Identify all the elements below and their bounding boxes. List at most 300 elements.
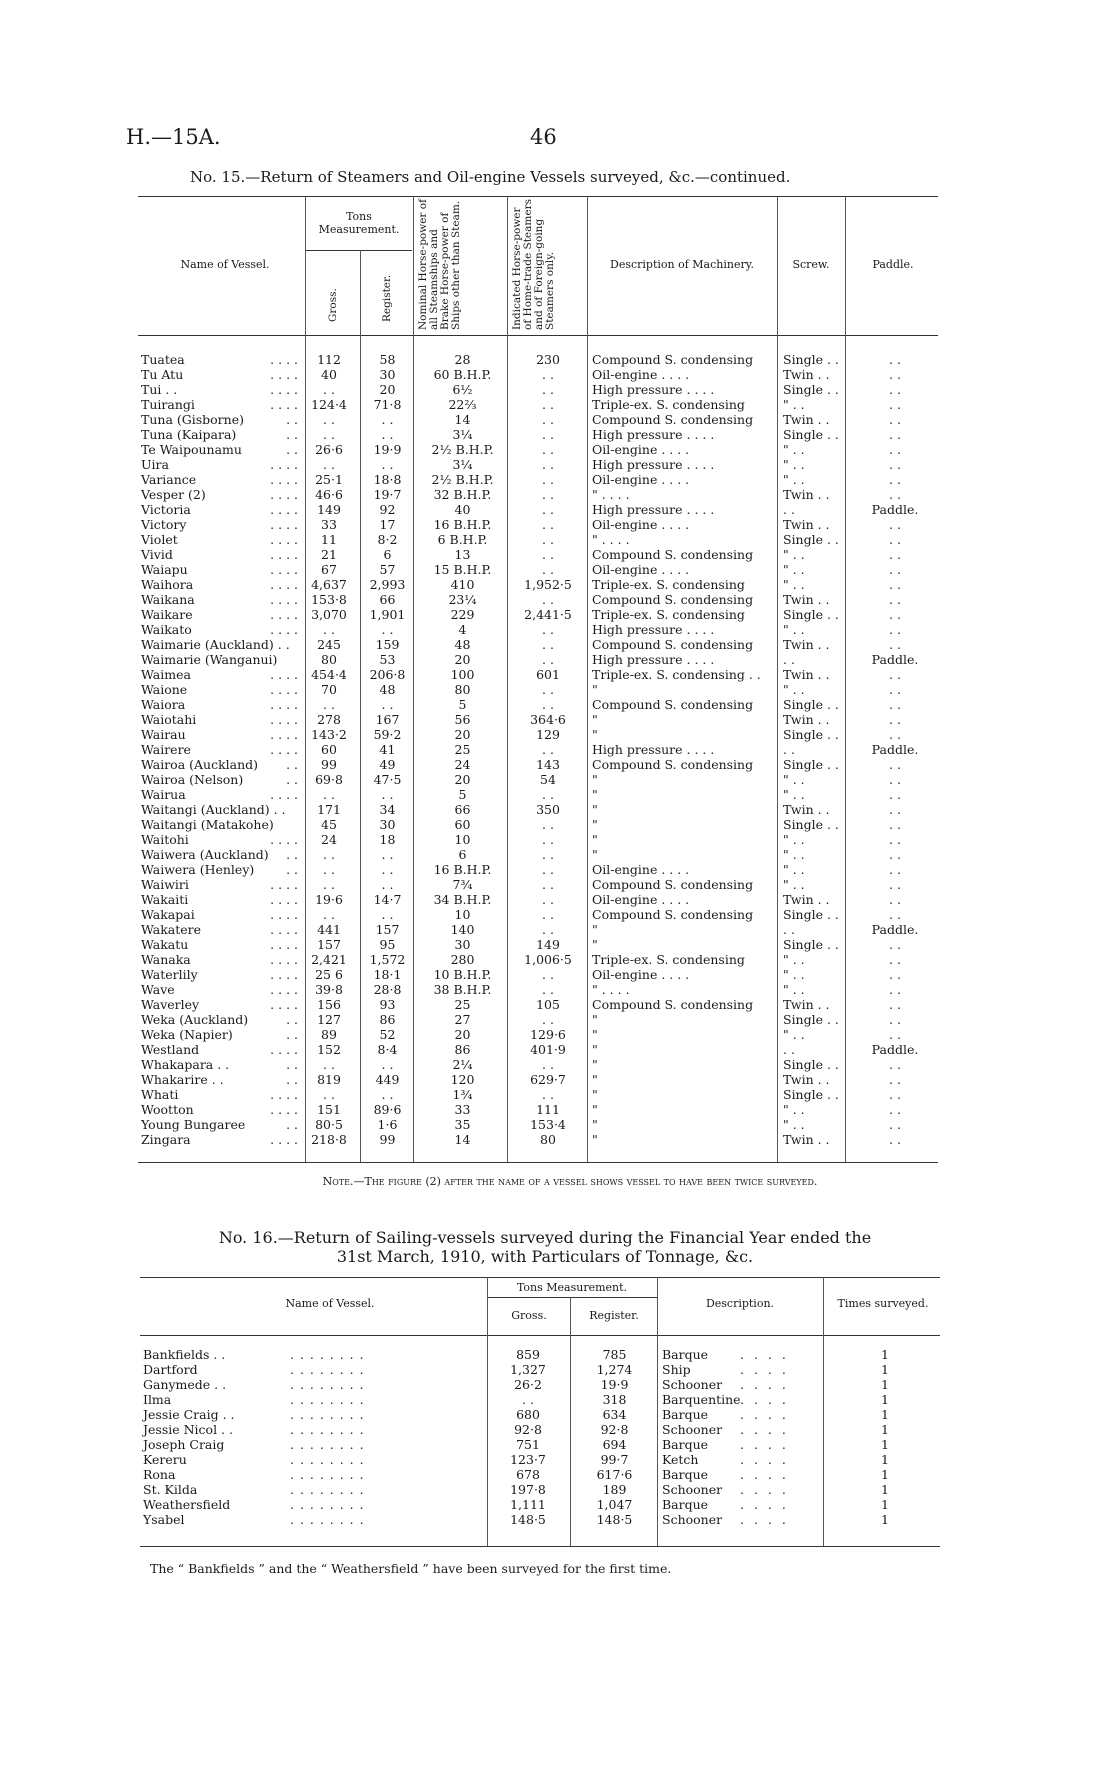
register-tonnage: . . xyxy=(381,412,394,427)
machinery-description: Compound S. condensing xyxy=(592,997,754,1012)
vessel-name: Waterlily xyxy=(141,967,198,982)
machinery-description: High pressure . . . . xyxy=(592,652,715,667)
leader-dots: . . . . xyxy=(270,742,298,757)
indicated-horse-power: . . xyxy=(542,1057,554,1072)
register-tonnage: 157 xyxy=(375,922,400,937)
screw-type: " . . xyxy=(783,952,805,967)
screw-type: " . . xyxy=(783,862,805,877)
indicated-horse-power: . . xyxy=(542,817,554,832)
table16-top-rule xyxy=(140,1277,940,1278)
vessel-description: Barque xyxy=(662,1437,709,1452)
gross-tonnage: . . xyxy=(323,1087,335,1102)
vessel-name: Waikare xyxy=(141,607,193,622)
nominal-horse-power: 229 xyxy=(450,607,475,622)
leader-dots: . . . . xyxy=(270,1102,298,1117)
gross-tonnage: 21 xyxy=(321,547,337,562)
screw-type: Twin . . xyxy=(783,1072,830,1087)
vessel-name: Young Bungaree xyxy=(141,1117,246,1132)
machinery-description: High pressure . . . . xyxy=(592,502,715,517)
indicated-horse-power: . . xyxy=(542,787,554,802)
machinery-description: " xyxy=(592,1057,598,1072)
table15-row xyxy=(0,607,1114,622)
indicated-horse-power: . . xyxy=(542,472,554,487)
table15-row xyxy=(0,1072,1114,1087)
leader-dots: . . . . . . . . xyxy=(290,1452,365,1467)
vessel-name: Wakapai xyxy=(141,907,195,922)
vessel-name: Waiotahi xyxy=(141,712,197,727)
register-tonnage: . . xyxy=(381,697,394,712)
vessel-name: Kereru xyxy=(143,1452,187,1467)
vessel-name: Zingara xyxy=(141,1132,191,1147)
register-tonnage: 19·9 xyxy=(600,1377,629,1392)
table15-row xyxy=(0,1027,1114,1042)
header16-name-of-vessel: Name of Vessel. xyxy=(285,1297,375,1310)
machinery-description: High pressure . . . . xyxy=(592,622,715,637)
times-surveyed: 1 xyxy=(881,1437,889,1452)
header16-times-surveyed: Times surveyed. xyxy=(837,1297,929,1310)
vessel-name: Bankfields . . xyxy=(143,1347,226,1362)
gross-tonnage: 819 xyxy=(317,1072,341,1087)
leader-dots: . . . . xyxy=(270,352,298,367)
screw-type: Single . . xyxy=(783,907,839,922)
leader-dots: . . . . xyxy=(270,487,298,502)
vessel-name: Wakatere xyxy=(141,922,202,937)
register-tonnage: 1,274 xyxy=(596,1362,633,1377)
gross-tonnage: . . xyxy=(323,877,335,892)
gross-tonnage: 153·8 xyxy=(311,592,347,607)
tons-subheader-rule xyxy=(306,250,412,251)
vessel-name: Vivid xyxy=(141,547,173,562)
machinery-description: Compound S. condensing xyxy=(592,352,754,367)
indicated-horse-power: 129 xyxy=(536,727,560,742)
register-tonnage: . . xyxy=(381,1057,394,1072)
vessel-name: Wave xyxy=(141,982,175,997)
nominal-horse-power: 38 B.H.P. xyxy=(433,982,492,997)
vessel-name: Whati xyxy=(141,1087,179,1102)
screw-type: Single . . xyxy=(783,727,839,742)
header16-register: Register. xyxy=(589,1309,639,1322)
machinery-description: Compound S. condensing xyxy=(592,592,754,607)
machinery-description: " xyxy=(592,787,598,802)
leader-dots: . . xyxy=(286,772,298,787)
leader-dots: . . . . xyxy=(270,937,298,952)
screw-type: Single . . xyxy=(783,352,839,367)
nominal-horse-power: 10 xyxy=(454,832,471,847)
leader-dots: . . . . xyxy=(270,562,298,577)
paddle-type: . . xyxy=(889,1087,901,1102)
indicated-horse-power: 143 xyxy=(536,757,560,772)
vessel-name: Waitohi xyxy=(141,832,189,847)
vessel-description: Schooner xyxy=(662,1422,723,1437)
vessel-name: Tu Atu xyxy=(141,367,184,382)
register-tonnage: 8·4 xyxy=(377,1042,398,1057)
vessel-name: Whakapara . . xyxy=(141,1057,230,1072)
table15-row xyxy=(0,592,1114,607)
leader-dots: . . . . . . . . xyxy=(290,1362,365,1377)
table15-row xyxy=(0,862,1114,877)
vessel-name: Waikana xyxy=(141,592,195,607)
register-tonnage: 52 xyxy=(379,1027,396,1042)
indicated-horse-power: 601 xyxy=(536,667,560,682)
register-tonnage: 48 xyxy=(379,682,396,697)
nominal-horse-power: 2¼ xyxy=(452,1057,473,1072)
indicated-horse-power: 364·6 xyxy=(530,712,566,727)
table15-row xyxy=(0,787,1114,802)
gross-tonnage: 197·8 xyxy=(510,1482,546,1497)
gross-tonnage: 171 xyxy=(317,802,341,817)
leader-dots: . . . . xyxy=(270,1132,298,1147)
nominal-horse-power: 14 xyxy=(454,1132,471,1147)
machinery-description: Oil-engine . . . . xyxy=(592,472,690,487)
table15-row xyxy=(0,562,1114,577)
indicated-horse-power: . . xyxy=(542,382,554,397)
header16-tons-measurement: Tons Measurement. xyxy=(516,1281,628,1294)
register-tonnage: 189 xyxy=(602,1482,627,1497)
table16-title-line2: 31st March, 1910, with Particulars of Tonnage, &c. xyxy=(336,1247,754,1266)
indicated-horse-power: 153·4 xyxy=(530,1117,566,1132)
gross-tonnage: . . xyxy=(323,412,335,427)
paddle-type: . . xyxy=(889,592,901,607)
screw-type: " . . xyxy=(783,1102,805,1117)
leader-dots: . . . . xyxy=(270,712,298,727)
machinery-description: Oil-engine . . . . xyxy=(592,967,690,982)
gross-tonnage: 67 xyxy=(321,562,337,577)
indicated-horse-power: . . xyxy=(542,877,554,892)
indicated-horse-power: 1,952·5 xyxy=(524,577,572,592)
gross-tonnage: 99 xyxy=(321,757,337,772)
leader-dots: . . . . . . . . xyxy=(290,1377,365,1392)
register-tonnage: . . xyxy=(381,622,394,637)
table15-row xyxy=(0,1102,1114,1117)
table15-row xyxy=(0,937,1114,952)
paddle-type: . . xyxy=(889,1132,901,1147)
leader-dots: . . . . xyxy=(740,1407,789,1422)
vessel-name: Tuna (Gisborne) xyxy=(141,412,244,427)
paddle-type: . . xyxy=(889,997,901,1012)
table15-row xyxy=(0,1057,1114,1072)
machinery-description: Compound S. condensing xyxy=(592,412,754,427)
leader-dots: . . . . . . . . xyxy=(290,1422,365,1437)
screw-type: Twin . . xyxy=(783,637,830,652)
nominal-horse-power: 25 xyxy=(454,742,471,757)
page-number: 46 xyxy=(530,125,557,149)
nominal-horse-power: 3¼ xyxy=(452,427,473,442)
gross-tonnage: 19·6 xyxy=(315,892,343,907)
gross-tonnage: 680 xyxy=(516,1407,540,1422)
screw-type: " . . xyxy=(783,877,805,892)
gross-tonnage: 123·7 xyxy=(510,1452,546,1467)
table16-row xyxy=(0,1422,1114,1437)
paddle-type: . . xyxy=(889,892,901,907)
gross-tonnage: 60 xyxy=(321,742,337,757)
times-surveyed: 1 xyxy=(881,1407,889,1422)
register-tonnage: . . xyxy=(381,847,394,862)
nominal-horse-power: 280 xyxy=(450,952,475,967)
screw-type: " . . xyxy=(783,472,805,487)
vessel-name: Waihora xyxy=(141,577,194,592)
register-tonnage: 1,047 xyxy=(596,1497,633,1512)
paddle-type: . . xyxy=(889,772,901,787)
screw-type: " . . xyxy=(783,1117,805,1132)
leader-dots: . . . . xyxy=(270,787,298,802)
machinery-description: " xyxy=(592,817,598,832)
indicated-horse-power: . . xyxy=(542,847,554,862)
table16-bottom-rule xyxy=(140,1546,940,1547)
register-tonnage: 19·9 xyxy=(373,442,402,457)
indicated-horse-power: . . xyxy=(542,427,554,442)
paddle-type: . . xyxy=(889,697,901,712)
gross-tonnage: 80·5 xyxy=(315,1117,343,1132)
vessel-name: Wairua xyxy=(141,787,186,802)
vessel-name: Jessie Craig . . xyxy=(143,1407,235,1422)
nominal-horse-power: 10 xyxy=(454,907,471,922)
nominal-horse-power: 20 xyxy=(454,727,471,742)
gross-tonnage: 45 xyxy=(321,817,337,832)
table15-row xyxy=(0,1042,1114,1057)
screw-type: " . . xyxy=(783,622,805,637)
register-tonnage: 1,901 xyxy=(369,607,406,622)
vessel-name: Tui . . xyxy=(141,382,178,397)
gross-tonnage: 124·4 xyxy=(311,397,347,412)
indicated-horse-power: . . xyxy=(542,967,554,982)
gross-tonnage: 148·5 xyxy=(510,1512,546,1527)
gross-tonnage: 157 xyxy=(317,937,341,952)
nominal-horse-power: 30 xyxy=(454,937,471,952)
machinery-description: High pressure . . . . xyxy=(592,457,715,472)
register-tonnage: 99 xyxy=(379,1132,396,1147)
register-tonnage: 99·7 xyxy=(600,1452,629,1467)
screw-type: " . . xyxy=(783,982,805,997)
gross-tonnage: 112 xyxy=(317,352,341,367)
leader-dots: . . . . xyxy=(270,892,298,907)
screw-type: " . . xyxy=(783,832,805,847)
table15-row xyxy=(0,412,1114,427)
vessel-description: Ketch xyxy=(662,1452,699,1467)
table16-title-line1: No. 16.—Return of Sailing-vessels surveyed during the Financial Year ended the xyxy=(218,1228,872,1247)
indicated-horse-power: 149 xyxy=(536,937,560,952)
vessel-name: Rona xyxy=(143,1467,176,1482)
times-surveyed: 1 xyxy=(881,1422,889,1437)
nominal-horse-power: 410 xyxy=(450,577,475,592)
gross-tonnage: . . xyxy=(323,427,335,442)
header-screw: Screw. xyxy=(792,258,830,271)
machinery-description: Compound S. condensing xyxy=(592,877,754,892)
machinery-description: Triple-ex. S. condensing xyxy=(592,577,745,592)
indicated-horse-power: 105 xyxy=(536,997,560,1012)
machinery-description: Oil-engine . . . . xyxy=(592,862,690,877)
nominal-horse-power: 6 B.H.P. xyxy=(437,532,488,547)
leader-dots: . . . . xyxy=(270,907,298,922)
machinery-description: High pressure . . . . xyxy=(592,427,715,442)
vessel-name: Wairau xyxy=(141,727,186,742)
register-tonnage: 148·5 xyxy=(596,1512,633,1527)
gross-tonnage: 218·8 xyxy=(311,1132,347,1147)
indicated-horse-power: . . xyxy=(542,532,554,547)
machinery-description: High pressure . . . . xyxy=(592,382,715,397)
times-surveyed: 1 xyxy=(881,1392,889,1407)
leader-dots: . . . . xyxy=(270,697,298,712)
machinery-description: Triple-ex. S. condensing . . xyxy=(592,667,761,682)
vessel-name: Weathersfield xyxy=(143,1497,231,1512)
paddle-type: . . xyxy=(889,877,901,892)
vessel-name: Wairoa (Nelson) xyxy=(141,772,244,787)
indicated-horse-power: 80 xyxy=(540,1132,556,1147)
vessel-name: Waiora xyxy=(141,697,186,712)
screw-type: " . . xyxy=(783,1027,805,1042)
machinery-description: " xyxy=(592,1042,598,1057)
paddle-type: . . xyxy=(889,682,901,697)
register-tonnage: 1,572 xyxy=(369,952,406,967)
gross-tonnage: . . xyxy=(323,622,335,637)
times-surveyed: 1 xyxy=(881,1467,889,1482)
vessel-name: Waiapu xyxy=(141,562,188,577)
paddle-type: . . xyxy=(889,427,901,442)
leader-dots: . . . . . . . . xyxy=(290,1437,365,1452)
vessel-name: Dartford xyxy=(143,1362,198,1377)
register-tonnage: 53 xyxy=(379,652,396,667)
machinery-description: Compound S. condensing xyxy=(592,547,754,562)
leader-dots: . . . . xyxy=(740,1422,789,1437)
register-tonnage: 92·8 xyxy=(600,1422,629,1437)
vessel-name: Variance xyxy=(141,472,197,487)
times-surveyed: 1 xyxy=(881,1377,889,1392)
nominal-horse-power: 100 xyxy=(450,667,475,682)
gross-tonnage: . . xyxy=(323,457,335,472)
indicated-horse-power: . . xyxy=(542,742,554,757)
vessel-name: Victoria xyxy=(141,502,191,517)
register-tonnage: 2,993 xyxy=(369,577,406,592)
register-tonnage: . . xyxy=(381,427,394,442)
screw-type: . . xyxy=(783,502,795,517)
leader-dots: . . . . xyxy=(270,457,298,472)
screw-type: Single . . xyxy=(783,382,839,397)
vessel-description: Schooner xyxy=(662,1377,723,1392)
nominal-horse-power: 35 xyxy=(454,1117,471,1132)
nominal-horse-power: 56 xyxy=(454,712,471,727)
leader-dots: . . . . . . . . xyxy=(290,1467,365,1482)
table15-row xyxy=(0,1117,1114,1132)
leader-dots: . . . . xyxy=(270,982,298,997)
table15-row xyxy=(0,817,1114,832)
table16-note: The “ Bankfields ” and the “ Weathersfield ” have been surveyed for the first time. xyxy=(150,1561,672,1576)
screw-type: Single . . xyxy=(783,697,839,712)
vessel-name: Jessie Nicol . . xyxy=(143,1422,233,1437)
register-tonnage: 785 xyxy=(602,1347,627,1362)
vessel-name: Wakaiti xyxy=(141,892,189,907)
nominal-horse-power: 4 xyxy=(458,622,467,637)
screw-type: " . . xyxy=(783,547,805,562)
screw-type: Twin . . xyxy=(783,487,830,502)
indicated-horse-power: . . xyxy=(542,622,554,637)
register-tonnage: 28·8 xyxy=(373,982,402,997)
gross-tonnage: 3,070 xyxy=(311,607,347,622)
indicated-horse-power: 350 xyxy=(536,802,560,817)
table15-row xyxy=(0,907,1114,922)
leader-dots: . . . . xyxy=(270,622,298,637)
gross-tonnage: 2,421 xyxy=(311,952,347,967)
vessel-name: St. Kilda xyxy=(143,1482,198,1497)
gross-tonnage: . . xyxy=(323,862,335,877)
screw-type: Twin . . xyxy=(783,1132,830,1147)
screw-type: " . . xyxy=(783,457,805,472)
screw-type: Twin . . xyxy=(783,517,830,532)
gross-tonnage: 40 xyxy=(321,367,337,382)
register-tonnage: 1·6 xyxy=(377,1117,398,1132)
table15-row xyxy=(0,652,1114,667)
screw-type: " . . xyxy=(783,847,805,862)
vessel-name: Ysabel xyxy=(143,1512,185,1527)
screw-type: . . xyxy=(783,742,795,757)
vessel-name: Tuna (Kaipara) xyxy=(141,427,237,442)
vessel-name: Waimarie (Auckland) . . xyxy=(141,637,290,652)
gross-tonnage: 156 xyxy=(317,997,341,1012)
header-description-of-machinery: Description of Machinery. xyxy=(610,258,754,271)
table15-row xyxy=(0,1087,1114,1102)
paddle-type: . . xyxy=(889,577,901,592)
paddle-type: . . xyxy=(889,1057,901,1072)
paddle-type: . . xyxy=(889,607,901,622)
leader-dots: . . . . xyxy=(270,517,298,532)
indicated-horse-power: . . xyxy=(542,412,554,427)
table15-row xyxy=(0,742,1114,757)
vessel-description: Barque xyxy=(662,1407,709,1422)
screw-type: Single . . xyxy=(783,757,839,772)
screw-type: " . . xyxy=(783,397,805,412)
vessel-name: Waione xyxy=(141,682,188,697)
screw-type: . . xyxy=(783,1042,795,1057)
leader-dots: . . xyxy=(286,862,298,877)
screw-type: Single . . xyxy=(783,937,839,952)
vessel-description: Barque xyxy=(662,1347,709,1362)
nominal-horse-power: 80 xyxy=(454,682,471,697)
machinery-description: " xyxy=(592,922,598,937)
document-reference: H.—15A. xyxy=(126,125,221,149)
nominal-horse-power: 33 xyxy=(454,1102,471,1117)
register-tonnage: 30 xyxy=(379,817,396,832)
machinery-description: High pressure . . . . xyxy=(592,742,715,757)
paddle-type: . . xyxy=(889,847,901,862)
leader-dots: . . . . xyxy=(740,1497,789,1512)
table15-title: No. 15.—Return of Steamers and Oil-engine Vessels surveyed, &c.—continued. xyxy=(190,168,791,186)
nominal-horse-power: 6 xyxy=(458,847,467,862)
screw-type: Single . . xyxy=(783,1012,839,1027)
header-indicated-horse-power: Indicated Horse-power of Home-trade Steamers and of Foreign-going Steamers only. xyxy=(511,199,556,330)
indicated-horse-power: . . xyxy=(542,697,554,712)
gross-tonnage: 25 6 xyxy=(315,967,343,982)
table16-row xyxy=(0,1347,1114,1362)
screw-type: Single . . xyxy=(783,532,839,547)
nominal-horse-power: 2½ B.H.P. xyxy=(431,472,494,487)
indicated-horse-power: . . xyxy=(542,487,554,502)
table15-row xyxy=(0,442,1114,457)
paddle-type: . . xyxy=(889,622,901,637)
vessel-name: Joseph Craig xyxy=(143,1437,225,1452)
register-tonnage: . . xyxy=(381,877,394,892)
indicated-horse-power: . . xyxy=(542,907,554,922)
paddle-type: . . xyxy=(889,832,901,847)
gross-tonnage: 149 xyxy=(317,502,341,517)
header16-description: Description. xyxy=(705,1297,775,1310)
register-tonnage: 617·6 xyxy=(596,1467,633,1482)
indicated-horse-power: . . xyxy=(542,457,554,472)
leader-dots: . . xyxy=(286,1072,298,1087)
leader-dots: . . . . xyxy=(270,592,298,607)
gross-tonnage: 26·6 xyxy=(315,442,343,457)
register-tonnage: 93 xyxy=(379,997,396,1012)
machinery-description: Triple-ex. S. condensing xyxy=(592,952,745,967)
gross-tonnage: 678 xyxy=(516,1467,540,1482)
gross-tonnage: . . xyxy=(323,847,335,862)
